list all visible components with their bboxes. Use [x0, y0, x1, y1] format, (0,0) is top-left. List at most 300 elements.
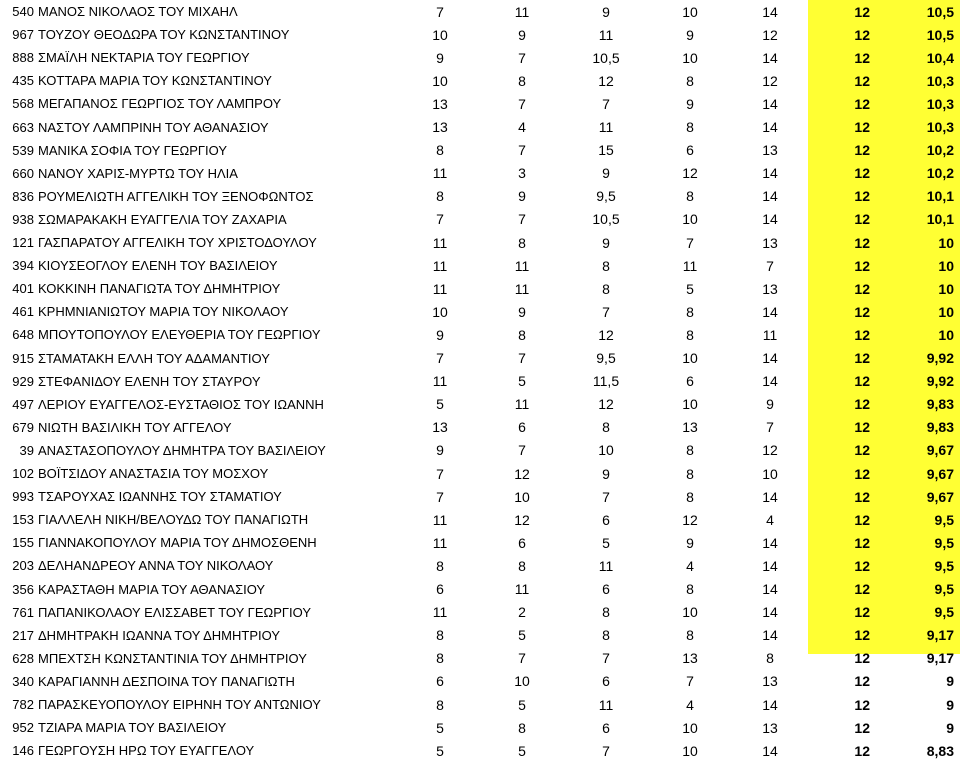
- candidate-id: 461: [12, 304, 34, 320]
- max-score: 12: [854, 419, 870, 436]
- score-4: 10: [682, 49, 698, 66]
- table-row: [0, 23, 960, 46]
- score-5: 14: [762, 742, 778, 759]
- score-2: 11: [514, 581, 530, 598]
- score-1: 11: [432, 373, 448, 390]
- table-row: [0, 739, 960, 762]
- score-3: 9,5: [596, 188, 616, 205]
- score-5: 12: [762, 442, 778, 459]
- candidate-name: ΔΗΜΗΤΡΑΚΗ ΙΩΑΝΝΑ ΤΟΥ ΔΗΜΗΤΡΙΟΥ: [38, 627, 280, 643]
- candidate-name: ΚΙΟΥΣΕΟΓΛΟΥ ΕΛΕΝΗ ΤΟΥ ΒΑΣΙΛΕΙΟΥ: [38, 258, 278, 274]
- candidate-id: 146: [12, 743, 34, 759]
- score-3: 12: [598, 396, 614, 413]
- final-score: 10,5: [926, 3, 954, 20]
- table-row: [0, 162, 960, 185]
- score-3: 10,5: [592, 211, 620, 228]
- score-4: 8: [686, 488, 694, 505]
- score-5: 12: [762, 26, 778, 43]
- score-5: 14: [762, 581, 778, 598]
- candidate-id: 39: [19, 442, 34, 458]
- table-row: [0, 185, 960, 208]
- candidate-name: ΑΝΑΣΤΑΣΟΠΟΥΛΟΥ ΔΗΜΗΤΡΑ ΤΟΥ ΒΑΣΙΛΕΙΟΥ: [38, 442, 326, 458]
- max-score: 12: [854, 742, 870, 759]
- table-row: [0, 323, 960, 346]
- score-5: 14: [762, 303, 778, 320]
- score-2: 8: [518, 719, 526, 736]
- max-score: 12: [854, 442, 870, 459]
- score-3: 10,5: [592, 49, 620, 66]
- score-3: 7: [602, 488, 610, 505]
- final-score: 10,1: [926, 188, 954, 205]
- score-2: 7: [518, 49, 526, 66]
- candidate-name: ΤΟΥΖΟΥ ΘΕΟΔΩΡΑ ΤΟΥ ΚΩΝΣΤΑΝΤΙΝΟΥ: [38, 27, 290, 43]
- score-5: 13: [762, 234, 778, 251]
- score-4: 9: [686, 26, 694, 43]
- table-row: [0, 439, 960, 462]
- candidate-name: ΜΕΓΑΠΑΝΟΣ ΓΕΩΡΓΙΟΣ ΤΟΥ ΛΑΜΠΡΟΥ: [38, 96, 282, 112]
- score-2: 5: [518, 373, 526, 390]
- candidate-id: 660: [12, 165, 34, 181]
- score-3: 9,5: [596, 350, 616, 367]
- table-row: [0, 531, 960, 554]
- score-4: 13: [682, 650, 698, 667]
- score-1: 7: [436, 465, 444, 482]
- score-3: 7: [602, 742, 610, 759]
- score-3: 10: [598, 442, 614, 459]
- final-score: 10: [938, 257, 954, 274]
- candidate-name: ΝΑΝΟΥ ΧΑΡΙΣ-ΜΥΡΤΩ ΤΟΥ ΗΛΙΑ: [38, 165, 238, 181]
- max-score: 12: [854, 696, 870, 713]
- candidate-name: ΚΟΚΚΙΝΗ ΠΑΝΑΓΙΩΤΑ ΤΟΥ ΔΗΜΗΤΡΙΟΥ: [38, 281, 281, 297]
- table-row: [0, 670, 960, 693]
- score-3: 5: [602, 534, 610, 551]
- candidate-id: 401: [12, 281, 34, 297]
- score-5: 8: [766, 650, 774, 667]
- score-3: 11: [598, 557, 614, 574]
- score-2: 7: [518, 442, 526, 459]
- score-4: 10: [682, 350, 698, 367]
- candidate-name: ΜΑΝΙΚΑ ΣΟΦΙΑ ΤΟΥ ΓΕΩΡΓΙΟΥ: [38, 142, 228, 158]
- table-row: [0, 578, 960, 601]
- score-3: 8: [602, 604, 610, 621]
- candidate-name: ΝΑΣΤΟΥ ΛΑΜΠΡΙΝΗ ΤΟΥ ΑΘΑΝΑΣΙΟΥ: [38, 119, 269, 135]
- table-row: [0, 139, 960, 162]
- score-3: 12: [598, 72, 614, 89]
- score-3: 8: [602, 419, 610, 436]
- max-score: 12: [854, 303, 870, 320]
- score-4: 12: [682, 511, 698, 528]
- score-1: 8: [436, 627, 444, 644]
- candidate-id: 915: [12, 350, 34, 366]
- score-1: 10: [432, 72, 448, 89]
- score-1: 10: [432, 26, 448, 43]
- score-1: 5: [436, 396, 444, 413]
- score-2: 8: [518, 234, 526, 251]
- final-score: 9,17: [926, 627, 954, 644]
- score-5: 7: [766, 257, 774, 274]
- score-5: 14: [762, 627, 778, 644]
- candidate-name: ΔΕΛΗΑΝΔΡΕΟΥ ΑΝΝΑ ΤΟΥ ΝΙΚΟΛΑΟΥ: [38, 558, 274, 574]
- candidate-id: 217: [12, 627, 34, 643]
- score-2: 5: [518, 696, 526, 713]
- score-3: 9: [602, 465, 610, 482]
- score-5: 14: [762, 211, 778, 228]
- table-row: [0, 647, 960, 670]
- score-1: 8: [436, 696, 444, 713]
- score-4: 10: [682, 719, 698, 736]
- candidate-id: 967: [12, 27, 34, 43]
- score-4: 8: [686, 303, 694, 320]
- max-score: 12: [854, 26, 870, 43]
- candidate-id: 394: [12, 258, 34, 274]
- score-2: 10: [514, 488, 530, 505]
- score-1: 11: [432, 511, 448, 528]
- final-score: 10,2: [926, 142, 954, 159]
- score-4: 8: [686, 188, 694, 205]
- score-5: 14: [762, 557, 778, 574]
- score-4: 10: [682, 742, 698, 759]
- final-score: 10: [938, 280, 954, 297]
- candidate-name: ΚΑΡΑΣΤΑΘΗ ΜΑΡΙΑ ΤΟΥ ΑΘΑΝΑΣΙΟΥ: [38, 581, 266, 597]
- candidate-name: ΓΙΑΝΝΑΚΟΠΟΥΛΟΥ ΜΑΡΙΑ ΤΟΥ ΔΗΜΟΣΘΕΝΗ: [38, 535, 317, 551]
- score-2: 6: [518, 534, 526, 551]
- score-3: 11: [598, 696, 614, 713]
- final-score: 9,5: [934, 604, 954, 621]
- candidate-name: ΤΖΙΑΡΑ ΜΑΡΙΑ ΤΟΥ ΒΑΣΙΛΕΙΟΥ: [38, 720, 227, 736]
- score-4: 10: [682, 604, 698, 621]
- score-3: 11,5: [592, 373, 620, 390]
- score-5: 13: [762, 673, 778, 690]
- score-2: 8: [518, 72, 526, 89]
- score-1: 8: [436, 557, 444, 574]
- table-row: [0, 347, 960, 370]
- score-2: 9: [518, 303, 526, 320]
- max-score: 12: [854, 581, 870, 598]
- max-score: 12: [854, 326, 870, 343]
- final-score: 9,67: [926, 465, 954, 482]
- score-5: 14: [762, 119, 778, 136]
- score-3: 7: [602, 95, 610, 112]
- final-score: 9,83: [926, 396, 954, 413]
- score-1: 7: [436, 488, 444, 505]
- score-2: 6: [518, 419, 526, 436]
- score-4: 4: [686, 696, 694, 713]
- score-4: 4: [686, 557, 694, 574]
- max-score: 12: [854, 95, 870, 112]
- final-score: 8,83: [926, 742, 954, 759]
- score-5: 7: [766, 419, 774, 436]
- candidate-id: 155: [12, 535, 34, 551]
- final-score: 10: [938, 303, 954, 320]
- score-1: 10: [432, 303, 448, 320]
- score-1: 9: [436, 326, 444, 343]
- final-score: 9,67: [926, 442, 954, 459]
- candidate-name: ΚΡΗΜΝΙΑΝΙΩΤΟΥ ΜΑΡΙΑ ΤΟΥ ΝΙΚΟΛΑΟΥ: [38, 304, 289, 320]
- final-score: 10,4: [926, 49, 954, 66]
- final-score: 9,5: [934, 534, 954, 551]
- score-1: 11: [432, 165, 448, 182]
- max-score: 12: [854, 142, 870, 159]
- score-5: 9: [766, 396, 774, 413]
- score-4: 8: [686, 119, 694, 136]
- max-score: 12: [854, 650, 870, 667]
- candidate-id: 938: [12, 211, 34, 227]
- max-score: 12: [854, 188, 870, 205]
- score-2: 11: [514, 257, 530, 274]
- candidate-name: ΜΑΝΟΣ ΝΙΚΟΛΑΟΣ ΤΟΥ ΜΙΧΑΗΛ: [38, 4, 238, 20]
- max-score: 12: [854, 604, 870, 621]
- score-5: 4: [766, 511, 774, 528]
- candidate-id: 203: [12, 558, 34, 574]
- score-2: 7: [518, 650, 526, 667]
- candidate-name: ΓΕΩΡΓΟΥΣΗ ΗΡΩ ΤΟΥ ΕΥΑΓΓΕΛΟΥ: [38, 743, 255, 759]
- score-4: 8: [686, 326, 694, 343]
- score-4: 10: [682, 396, 698, 413]
- candidate-id: 497: [12, 396, 34, 412]
- score-4: 8: [686, 465, 694, 482]
- score-3: 11: [598, 26, 614, 43]
- score-5: 12: [762, 72, 778, 89]
- score-1: 9: [436, 442, 444, 459]
- score-5: 14: [762, 95, 778, 112]
- candidate-name: ΣΜΑΪΛΗ ΝΕΚΤΑΡΙΑ ΤΟΥ ΓΕΩΡΓΙΟΥ: [38, 50, 250, 66]
- score-3: 12: [598, 326, 614, 343]
- score-2: 10: [514, 673, 530, 690]
- candidate-name: ΚΟΤΤΑΡΑ ΜΑΡΙΑ ΤΟΥ ΚΩΝΣΤΑΝΤΙΝΟΥ: [38, 73, 272, 89]
- score-1: 13: [432, 119, 448, 136]
- candidate-id: 568: [12, 96, 34, 112]
- candidate-name: ΓΙΑΛΛΕΛΗ ΝΙΚΗ/ΒΕΛΟΥΔΩ ΤΟΥ ΠΑΝΑΓΙΩΤΗ: [38, 512, 309, 528]
- final-score: 9,5: [934, 557, 954, 574]
- table-row: [0, 69, 960, 92]
- candidate-name: ΜΠΟΥΤΟΠΟΥΛΟΥ ΕΛΕΥΘΕΡΙΑ ΤΟΥ ΓΕΩΡΓΙΟΥ: [38, 327, 321, 343]
- max-score: 12: [854, 119, 870, 136]
- score-4: 12: [682, 165, 698, 182]
- candidate-name: ΝΙΩΤΗ ΒΑΣΙΛΙΚΗ ΤΟΥ ΑΓΓΕΛΟΥ: [38, 419, 232, 435]
- score-2: 11: [514, 396, 530, 413]
- score-2: 8: [518, 326, 526, 343]
- candidate-id: 993: [12, 489, 34, 505]
- score-1: 7: [436, 211, 444, 228]
- candidate-name: ΣΩΜΑΡΑΚΑΚΗ ΕΥΑΓΓΕΛΙΑ ΤΟΥ ΖΑΧΑΡΙΑ: [38, 211, 287, 227]
- score-1: 6: [436, 581, 444, 598]
- score-3: 8: [602, 280, 610, 297]
- final-score: 10: [938, 326, 954, 343]
- table-row: [0, 693, 960, 716]
- score-1: 9: [436, 49, 444, 66]
- candidate-name: ΓΑΣΠΑΡΑΤΟΥ ΑΓΓΕΛΙΚΗ ΤΟΥ ΧΡΙΣΤΟΔΟΥΛΟΥ: [38, 235, 317, 251]
- max-score: 12: [854, 673, 870, 690]
- candidate-id: 102: [12, 466, 34, 482]
- max-score: 12: [854, 257, 870, 274]
- table-row: [0, 0, 960, 23]
- score-1: 7: [436, 350, 444, 367]
- candidate-name: ΜΠΕΧΤΣΗ ΚΩΝΣΤΑΝΤΙΝΙΑ ΤΟΥ ΔΗΜΗΤΡΙΟΥ: [38, 650, 307, 666]
- table-row: [0, 393, 960, 416]
- score-3: 6: [602, 511, 610, 528]
- candidate-id: 888: [12, 50, 34, 66]
- score-2: 12: [514, 465, 530, 482]
- max-score: 12: [854, 234, 870, 251]
- score-2: 9: [518, 188, 526, 205]
- table-row: [0, 208, 960, 231]
- score-5: 13: [762, 142, 778, 159]
- max-score: 12: [854, 627, 870, 644]
- candidate-id: 648: [12, 327, 34, 343]
- candidate-id: 121: [12, 235, 34, 251]
- final-score: 9,92: [926, 350, 954, 367]
- max-score: 12: [854, 488, 870, 505]
- final-score: 9: [946, 696, 954, 713]
- score-2: 4: [518, 119, 526, 136]
- score-4: 10: [682, 3, 698, 20]
- score-3: 8: [602, 627, 610, 644]
- candidate-id: 836: [12, 188, 34, 204]
- score-3: 9: [602, 234, 610, 251]
- score-3: 7: [602, 303, 610, 320]
- score-3: 6: [602, 581, 610, 598]
- max-score: 12: [854, 280, 870, 297]
- score-1: 7: [436, 3, 444, 20]
- table-row: [0, 46, 960, 69]
- final-score: 10,5: [926, 26, 954, 43]
- final-score: 10,3: [926, 72, 954, 89]
- score-4: 8: [686, 581, 694, 598]
- score-2: 3: [518, 165, 526, 182]
- table-row: [0, 370, 960, 393]
- score-1: 8: [436, 650, 444, 667]
- score-3: 9: [602, 3, 610, 20]
- max-score: 12: [854, 396, 870, 413]
- final-score: 10,2: [926, 165, 954, 182]
- candidate-name: ΠΑΠΑΝΙΚΟΛΑΟΥ ΕΛΙΣΣΑΒΕΤ ΤΟΥ ΓΕΩΡΓΙΟΥ: [38, 604, 312, 620]
- final-score: 10: [938, 234, 954, 251]
- table-row: [0, 508, 960, 531]
- candidate-id: 540: [12, 4, 34, 20]
- candidate-id: 340: [12, 673, 34, 689]
- score-2: 2: [518, 604, 526, 621]
- score-5: 14: [762, 165, 778, 182]
- score-3: 7: [602, 650, 610, 667]
- score-5: 13: [762, 719, 778, 736]
- score-3: 8: [602, 257, 610, 274]
- table-row: [0, 277, 960, 300]
- score-2: 7: [518, 211, 526, 228]
- max-score: 12: [854, 719, 870, 736]
- final-score: 9,5: [934, 581, 954, 598]
- score-4: 6: [686, 142, 694, 159]
- candidate-id: 782: [12, 697, 34, 713]
- score-1: 13: [432, 95, 448, 112]
- max-score: 12: [854, 557, 870, 574]
- score-5: 11: [762, 326, 778, 343]
- final-score: 9: [946, 719, 954, 736]
- score-4: 5: [686, 280, 694, 297]
- score-4: 11: [682, 257, 698, 274]
- final-score: 9,5: [934, 511, 954, 528]
- table-row: [0, 116, 960, 139]
- score-2: 11: [514, 3, 530, 20]
- score-5: 14: [762, 604, 778, 621]
- score-3: 15: [598, 142, 614, 159]
- score-4: 9: [686, 95, 694, 112]
- score-2: 7: [518, 95, 526, 112]
- candidate-id: 628: [12, 650, 34, 666]
- score-3: 6: [602, 719, 610, 736]
- candidate-name: ΡΟΥΜΕΛΙΩΤΗ ΑΓΓΕΛΙΚΗ ΤΟΥ ΞΕΝΟΦΩΝΤΟΣ: [38, 188, 314, 204]
- candidate-id: 663: [12, 119, 34, 135]
- max-score: 12: [854, 465, 870, 482]
- max-score: 12: [854, 3, 870, 20]
- score-5: 14: [762, 350, 778, 367]
- score-2: 11: [514, 280, 530, 297]
- candidate-name: ΣΤΕΦΑΝΙΔΟΥ ΕΛΕΝΗ ΤΟΥ ΣΤΑΥΡΟΥ: [38, 373, 261, 389]
- final-score: 9,92: [926, 373, 954, 390]
- final-score: 10,3: [926, 95, 954, 112]
- candidate-id: 952: [12, 720, 34, 736]
- score-4: 6: [686, 373, 694, 390]
- score-1: 11: [432, 280, 448, 297]
- table-row: [0, 416, 960, 439]
- score-4: 10: [682, 211, 698, 228]
- table-row: [0, 485, 960, 508]
- score-4: 7: [686, 234, 694, 251]
- score-2: 12: [514, 511, 530, 528]
- score-4: 7: [686, 673, 694, 690]
- score-5: 14: [762, 3, 778, 20]
- score-4: 8: [686, 72, 694, 89]
- score-5: 14: [762, 696, 778, 713]
- score-1: 8: [436, 142, 444, 159]
- max-score: 12: [854, 211, 870, 228]
- table-row: [0, 300, 960, 323]
- table-row: [0, 92, 960, 115]
- table-row: [0, 462, 960, 485]
- candidate-id: 929: [12, 373, 34, 389]
- score-2: 9: [518, 26, 526, 43]
- score-1: 11: [432, 234, 448, 251]
- candidate-id: 761: [12, 604, 34, 620]
- score-5: 14: [762, 373, 778, 390]
- candidate-id: 539: [12, 142, 34, 158]
- score-5: 14: [762, 488, 778, 505]
- max-score: 12: [854, 49, 870, 66]
- candidate-name: ΣΤΑΜΑΤΑΚΗ ΕΛΛΗ ΤΟΥ ΑΔΑΜΑΝΤΙΟΥ: [38, 350, 270, 366]
- table-row: [0, 231, 960, 254]
- table-row: [0, 624, 960, 647]
- max-score: 12: [854, 72, 870, 89]
- score-2: 5: [518, 742, 526, 759]
- score-5: 10: [762, 465, 778, 482]
- max-score: 12: [854, 165, 870, 182]
- score-5: 14: [762, 188, 778, 205]
- candidate-id: 356: [12, 581, 34, 597]
- final-score: 9,83: [926, 419, 954, 436]
- score-1: 6: [436, 673, 444, 690]
- final-score: 10,3: [926, 119, 954, 136]
- score-1: 13: [432, 419, 448, 436]
- score-2: 8: [518, 557, 526, 574]
- candidate-name: ΤΣΑΡΟΥΧΑΣ ΙΩΑΝΝΗΣ ΤΟΥ ΣΤΑΜΑΤΙΟΥ: [38, 489, 282, 505]
- max-score: 12: [854, 534, 870, 551]
- score-1: 11: [432, 257, 448, 274]
- score-5: 14: [762, 49, 778, 66]
- score-4: 9: [686, 534, 694, 551]
- max-score: 12: [854, 511, 870, 528]
- score-2: 7: [518, 142, 526, 159]
- max-score: 12: [854, 350, 870, 367]
- table-row: [0, 601, 960, 624]
